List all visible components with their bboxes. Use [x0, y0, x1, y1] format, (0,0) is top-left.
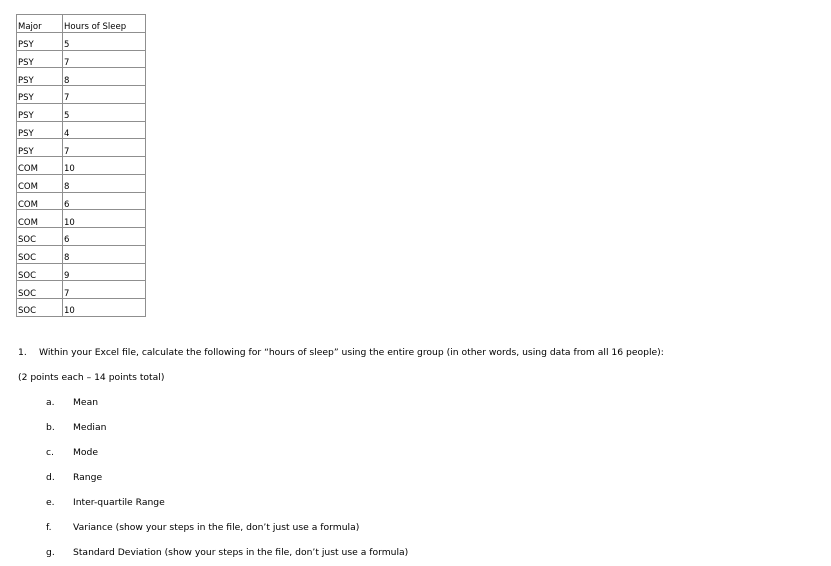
table-row: [17, 281, 146, 299]
table-row: [17, 228, 146, 246]
header-major: Major: [17, 15, 63, 33]
major-cell: SOC: [17, 299, 63, 317]
major-cell: PSY: [17, 68, 63, 86]
major-cell: PSY: [17, 139, 63, 157]
major-cell: PSY: [17, 32, 63, 50]
question-1: [18, 347, 664, 358]
item-letter: e.: [46, 497, 55, 508]
major-cell: SOC: [17, 263, 63, 281]
hours-cell: 7: [63, 86, 146, 104]
hours-cell: 5: [63, 103, 146, 121]
hours-cell: 7: [63, 139, 146, 157]
table-row: [17, 192, 146, 210]
hours-cell: 7: [63, 50, 146, 68]
item-text: Inter-quartile Range: [73, 497, 165, 508]
question-points: (2 points each – 14 points total): [18, 372, 165, 383]
question-item: [46, 522, 359, 533]
major-cell: COM: [17, 192, 63, 210]
table-row: [17, 86, 146, 104]
header-hours-of-sleep: Hours of Sleep: [63, 15, 146, 33]
table-row: [17, 245, 146, 263]
hours-cell: 9: [63, 263, 146, 281]
hours-cell: 8: [63, 174, 146, 192]
question-item: [46, 472, 102, 483]
question-item: [46, 397, 98, 408]
item-text: Range: [73, 472, 103, 483]
question-item: [46, 422, 106, 433]
table-row: [17, 50, 146, 68]
major-cell: COM: [17, 210, 63, 228]
hours-cell: 4: [63, 121, 146, 139]
item-letter: d.: [46, 472, 55, 483]
hours-cell: 10: [63, 157, 146, 175]
major-cell: COM: [17, 174, 63, 192]
hours-cell: 5: [63, 32, 146, 50]
table-row: [17, 263, 146, 281]
item-letter: a.: [46, 397, 55, 408]
item-text: Variance (show your steps in the file, don’t just use a formula): [73, 522, 360, 533]
table-row: [17, 68, 146, 86]
table-row: [17, 174, 146, 192]
major-cell: PSY: [17, 86, 63, 104]
item-text: Median: [73, 422, 107, 433]
question-item: [46, 447, 98, 458]
hours-cell: 10: [63, 210, 146, 228]
item-letter: b.: [46, 422, 55, 433]
table-row: [17, 157, 146, 175]
table-row: [17, 32, 146, 50]
major-cell: SOC: [17, 228, 63, 246]
hours-cell: 8: [63, 245, 146, 263]
major-cell: SOC: [17, 245, 63, 263]
hours-cell: 8: [63, 68, 146, 86]
major-cell: COM: [17, 157, 63, 175]
hours-cell: 7: [63, 281, 146, 299]
question-item: [46, 497, 165, 508]
question-text: Within your Excel file, calculate the following for “hours of sleep” using the entire group (in other words, using data from all 16 people):: [39, 347, 664, 358]
major-cell: PSY: [17, 50, 63, 68]
item-letter: f.: [46, 522, 52, 533]
major-cell: SOC: [17, 281, 63, 299]
hours-cell: 6: [63, 192, 146, 210]
table-header-row: [17, 15, 146, 33]
question-item: [46, 547, 408, 558]
item-text: Mean: [73, 397, 99, 408]
item-text: Standard Deviation (show your steps in the file, don’t just use a formula): [73, 547, 409, 558]
major-cell: PSY: [17, 103, 63, 121]
sleep-data-table: [16, 14, 146, 317]
major-cell: PSY: [17, 121, 63, 139]
table-row: [17, 103, 146, 121]
hours-cell: 10: [63, 299, 146, 317]
item-letter: c.: [46, 447, 54, 458]
question-number: 1.: [18, 347, 27, 358]
table-row: [17, 299, 146, 317]
table-row: [17, 139, 146, 157]
table-row: [17, 210, 146, 228]
item-text: Mode: [73, 447, 99, 458]
table-row: [17, 121, 146, 139]
item-letter: g.: [46, 547, 55, 558]
hours-cell: 6: [63, 228, 146, 246]
